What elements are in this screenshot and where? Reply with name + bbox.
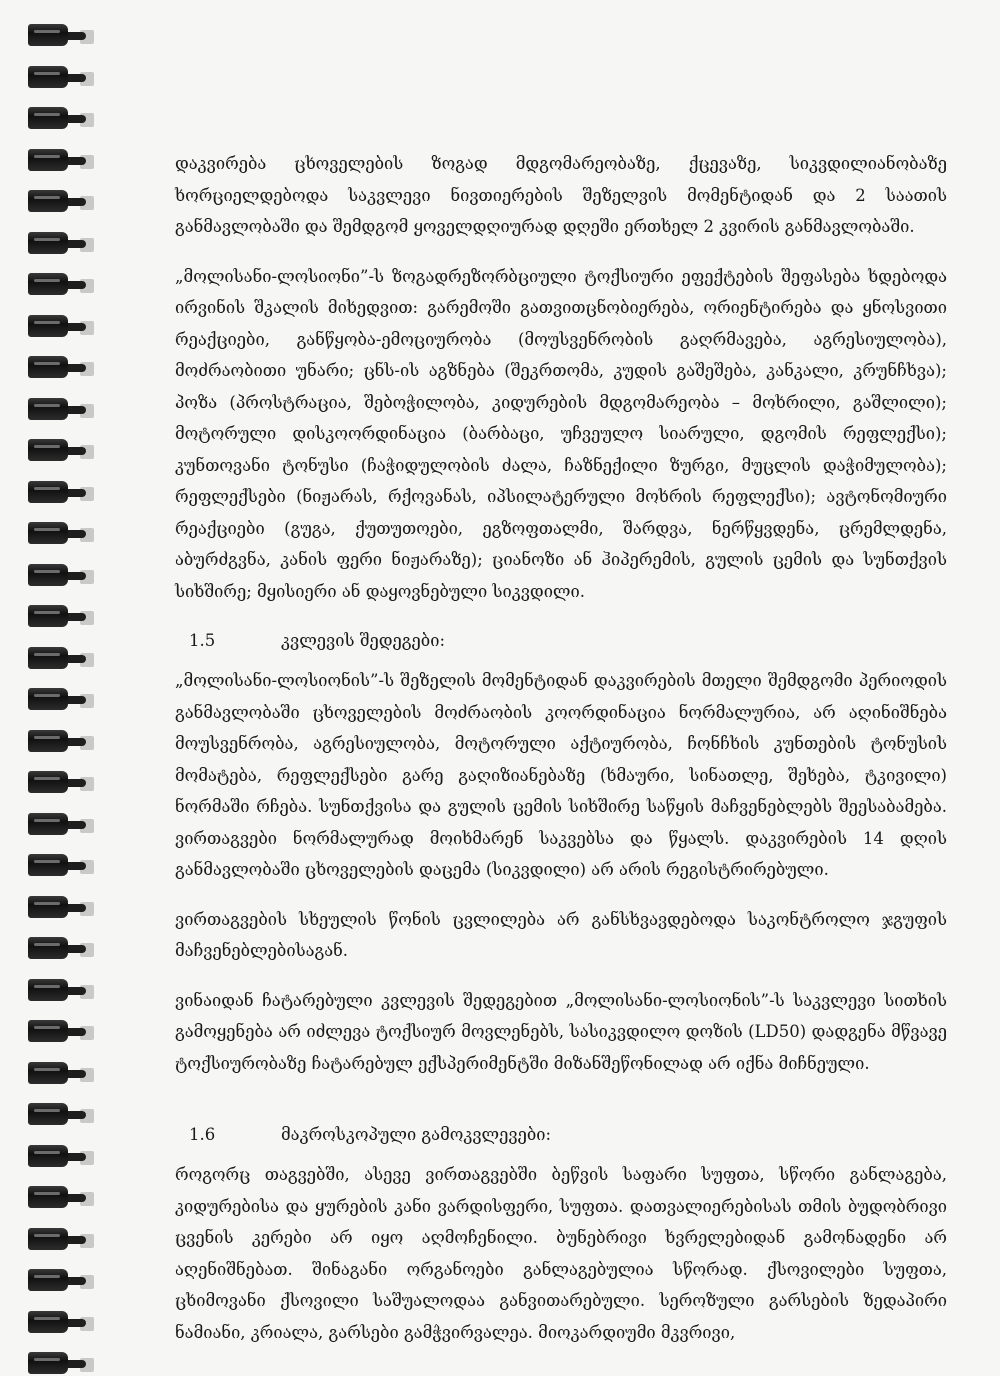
paragraph-toxic-effects: „მოლისანი-ლოსიონი”-ს ზოგადრეზორბციული ტოქსიური ეფექტების შეფასება ხდებოდა ირვინის შკალის მიხედვით: გარემოში გათვითცნობიერება, ორიენტირება და ყნოსვითი რეაქციები, განწყობა-ემოციურობა (მოუსვენრობის გაღრმავება, აგრესიულობა), მოძრაობითი უნარი; ცნს-ის აგზნება (შეკრთომა, კუდის გაშეშება, კანკალი, კრუნჩხვა); პოზა (პროსტრაცია, შებოჭილობა, კიდურების მდგომარეობა – მოხრილი, გაშლილი); მოტორული დისკოორდინაცია (ბარბაცი, უჩვეულო სიარული, დგომის რეფლექსი); კუნთოვანი ტონუსი (ჩაჭიდულობის ძალა, ჩაზნექილი ზურგი, მუცლის დაჭიმულობა); რეფლექსები (ნიჟარას, რქოვანას, იპსილატერული მოხრის რეფლექსი); ავტონომიური რეაქციები (გუგა, ქუთუთოები, ეგზოფთალმი, შარდვა, ნერწყვდენა, ცრემლდენა, აბურძგვნა, კანის ფერი ნიჟარაზე); ციანოზი ან ჰიპერემის, გულის ცემის და სუნთქვის სიხშირე; მყისიერი ან დაყოვნებული სიკვდილი.: [175, 266, 947, 601]
binding-ring: [28, 1309, 84, 1337]
document-body: [175, 148, 947, 1348]
binding-ring: [28, 894, 84, 922]
binding-ring: [28, 1226, 84, 1254]
spiral-binding: [0, 0, 120, 1376]
binding-ring: [28, 935, 84, 963]
binding-ring: [28, 396, 84, 424]
binding-ring: [28, 686, 84, 714]
section-heading-results: [175, 625, 947, 665]
binding-ring: [28, 1267, 84, 1295]
binding-ring: [28, 22, 84, 50]
binding-ring: [28, 645, 84, 673]
binding-ring: [28, 1018, 84, 1046]
binding-ring: [28, 188, 84, 216]
binding-ring: [28, 728, 84, 756]
binding-ring: [28, 437, 84, 465]
binding-ring: [28, 271, 84, 299]
binding-ring: [28, 1060, 84, 1088]
binding-ring: [28, 313, 84, 341]
binding-ring: [28, 852, 84, 880]
paragraph-ld50: ვინაიდან ჩატარებული კვლევის შედეგებით „მოლისანი-ლოსიონის”-ს საკვლევი სითხის გამოყენება არ იძლევა ტოქსიურ მოვლენებს, სასიკვდილო დოზის (LD50) დადგენა მწვავე ტოქსიურობაზე ჩატარებულ ექსპერიმენტში მიზანშეწონილად არ იქნა მიჩნეული.: [175, 990, 947, 1073]
binding-ring: [28, 1143, 84, 1171]
binding-ring: [28, 769, 84, 797]
binding-ring: [28, 520, 84, 548]
binding-ring: [28, 811, 84, 839]
binding-ring: [28, 230, 84, 258]
binding-ring: [28, 562, 84, 590]
binding-ring: [28, 1184, 84, 1212]
section-number: 1.6: [189, 1125, 216, 1144]
paragraph-observation: დაკვირება ცხოველების ზოგად მდგომარეობაზე, ქცევაზე, სიკვდილიანობაზე ხორციელდებოდა საკვლევი ნივთიერების შეზელვის მომენტიდან და 2 საათის განმავლობაში და შემდგომ ყოველდღიურად დღეში ერთხელ 2 კვირის განმავლობაში.: [175, 154, 947, 236]
paragraph-macroscopic: როგორც თაგვებში, ასევე ვირთაგვებში ბეწვის საფარი სუფთა, სწორი განლაგება, კიდურებისა და ყურების კანი ვარდისფერი, სუფთა. დათვალიერებისას თმის ბუდობრივი ცვენის კერები არ იყო აღმოჩენილი. ბუნებრივი ხვრელებიდან გამონადენი არ აღენიშნებათ. შინაგანი ორგანოები განლაგებულია სწორად. ქსოვილები სუფთა, ცხიმოვანი ქსოვილი საშუალოდაა განვითარებული. სეროზული გარსების ზედაპირი ნამიანი, კრიალა, გარსები გამჭვირვალეა. მიოკარდიუმი მკვრივი,: [175, 1165, 947, 1342]
section-number: 1.5: [189, 631, 216, 650]
binding-ring: [28, 1350, 84, 1376]
paragraph-weight: ვირთაგვების სხეულის წონის ცვლილება არ განსხვავდებოდა საკონტროლო ჯგუფის მაჩვენებლებისაგან.: [175, 909, 947, 960]
binding-ring: [28, 105, 84, 133]
binding-ring: [28, 147, 84, 175]
section-heading-macroscopic: [175, 1119, 947, 1159]
section-title: მაკროსკოპული გამოკვლევები:: [281, 1125, 552, 1144]
binding-ring: [28, 479, 84, 507]
paragraph-results: „მოლისანი-ლოსიონის”-ს შეზელის მომენტიდან დაკვირების მთელი შემდგომი პერიოდის განმავლობაში ცხოველების მოძრაობის კოორდინაცია ნორმალურია, არ აღინიშნება მოუსვენრობა, აგრესიულობა, მოტორული აქტიურობა, ჩონჩხის კუნთების ტონუსის მომატება, რეფლექსები გარე გაღიზიანებაზე (ხმაური, სინათლე, შეხება, ტკივილი) ნორმაში რჩება. სუნთქვისა და გულის ცემის სიხშირე საწყის მაჩვენებლებს შეესაბამება. ვირთაგვები ნორმალურად მოიხმარენ საკვებსა და წყალს. დაკვირების 14 დღის განმავლობაში ცხოველების დაცემა (სიკვდილი) არ არის რეგისტრირებული.: [175, 671, 947, 879]
binding-ring: [28, 1101, 84, 1129]
binding-ring: [28, 603, 84, 631]
binding-ring: [28, 977, 84, 1005]
binding-ring: [28, 64, 84, 92]
binding-ring: [28, 354, 84, 382]
section-title: კვლევის შედეგები:: [281, 631, 446, 650]
